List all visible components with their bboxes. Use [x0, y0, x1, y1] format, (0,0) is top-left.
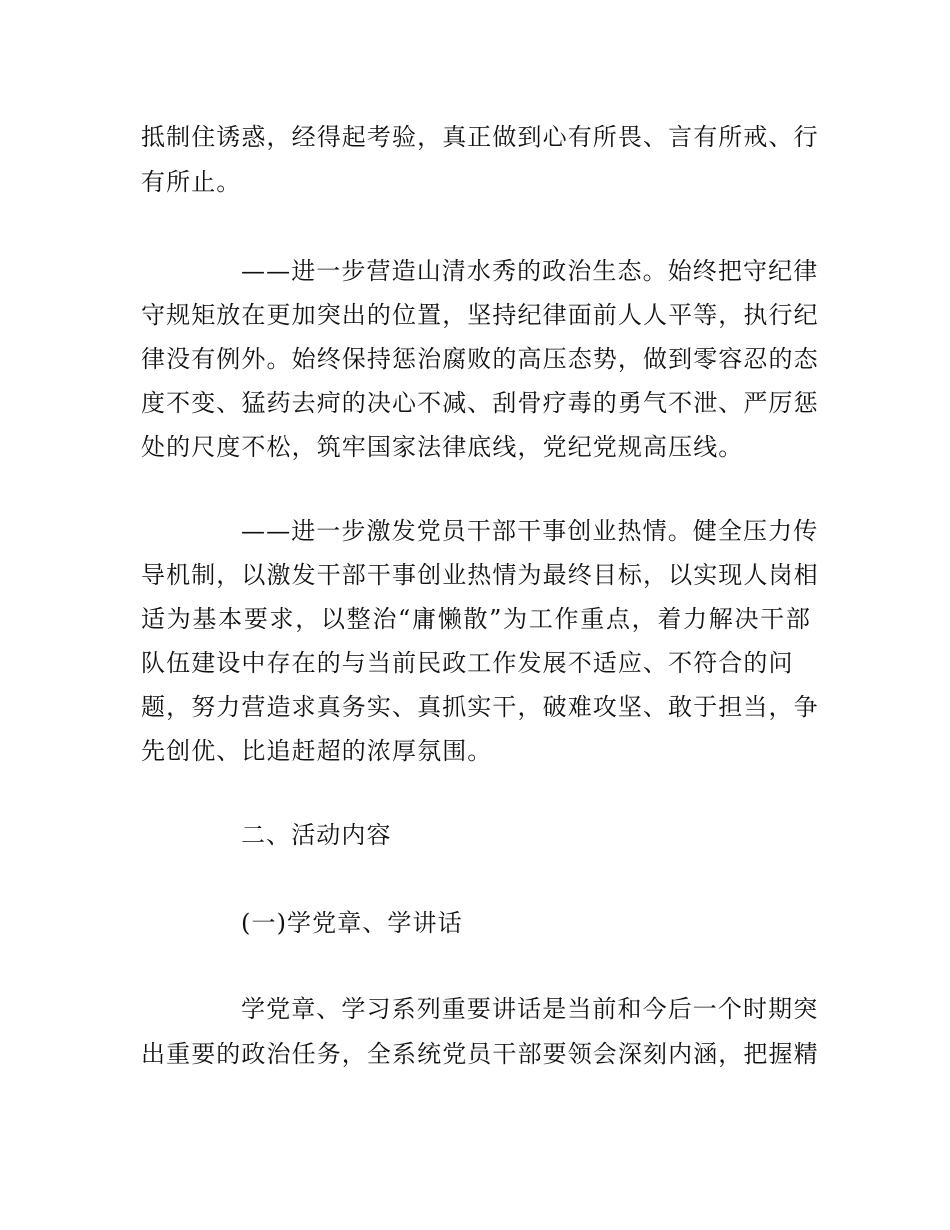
- paragraph-line: 处的尺度不松，筑牢国家法律底线，党纪党规高压线。: [141, 433, 744, 461]
- paragraph-line: 抵制住诱惑，经得起考验，真正做到心有所畏、言有所戒、行: [141, 123, 819, 151]
- paragraph-line: 律没有例外。始终保持惩治腐败的高压态势，做到零容忍的态: [141, 345, 819, 373]
- paragraph-line: 先创优、比追赶超的浓厚氛围。: [141, 737, 493, 765]
- paragraph-line: 适为基本要求，以整治“庸懒散”为工作重点，着力解决干部: [141, 605, 811, 633]
- paragraph-line: 出重要的政治任务，全系统党员干部要领会深刻内涵，把握精: [141, 1040, 819, 1068]
- paragraph-line: ——进一步激发党员干部干事创业热情。健全压力传: [241, 517, 819, 545]
- paragraph-line: 队伍建设中存在的与当前民政工作发展不适应、不符合的问: [141, 649, 794, 677]
- subsection-heading: (一)学党章、学讲话: [241, 909, 463, 937]
- paragraph-line: 守规矩放在更加突出的位置，坚持纪律面前人人平等，执行纪: [141, 301, 819, 329]
- paragraph-line: 有所止。: [141, 168, 242, 196]
- paragraph-line: 学党章、学习系列重要讲话是当前和今后一个时期突: [241, 995, 819, 1023]
- section-heading: 二、活动内容: [241, 821, 392, 849]
- paragraph-line: ——进一步营造山清水秀的政治生态。始终把守纪律: [241, 257, 819, 285]
- paragraph-line: 度不变、猛药去疴的决心不减、刮骨疗毒的勇气不泄、严厉惩: [141, 389, 819, 417]
- paragraph-line: 题，努力营造求真务实、真抓实干，破难攻坚、敢于担当，争: [141, 693, 819, 721]
- paragraph-line: 导机制，以激发干部干事创业热情为最终目标，以实现人岗相: [141, 561, 819, 589]
